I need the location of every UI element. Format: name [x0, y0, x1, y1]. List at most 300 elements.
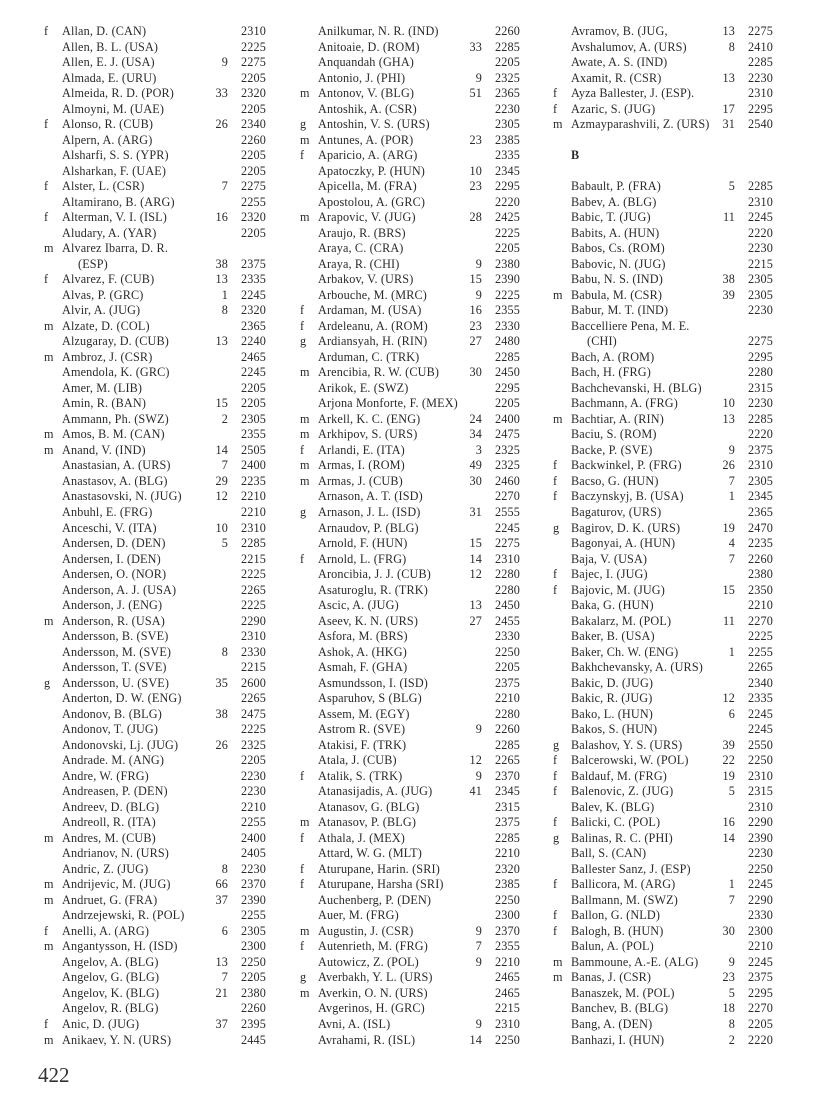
index-entry: [553, 365, 779, 381]
title-flag: f: [300, 939, 305, 954]
index-entry: [553, 1017, 779, 1033]
index-entry: [300, 458, 526, 474]
player-name: Antonio, J. (PHI): [318, 70, 406, 85]
index-entry: [553, 753, 779, 769]
rating-value: 2205: [241, 148, 266, 163]
index-entry: [300, 505, 526, 521]
index-entry: [44, 567, 272, 583]
player-name: Anceschi, V. (ITA): [62, 520, 157, 535]
index-entry: [553, 1001, 779, 1017]
rating-value: 2270: [748, 613, 773, 628]
player-name: Balinas, R. C. (PHI): [571, 830, 673, 845]
player-name: Arikok, E. (SWZ): [318, 380, 409, 395]
rating-value: 2355: [495, 303, 520, 318]
player-name: Anastasov, A. (BLG): [62, 473, 168, 488]
title-flag: f: [44, 272, 49, 287]
player-name: Azaric, S. (JUG): [571, 101, 656, 116]
index-entry: [553, 319, 779, 335]
games-count: 41: [469, 784, 482, 799]
index-entry: [300, 381, 526, 397]
rating-value: 2400: [241, 458, 266, 473]
player-name: Augustin, J. (CSR): [318, 923, 414, 938]
title-flag: m: [44, 241, 54, 256]
rating-value: 2320: [495, 861, 520, 876]
rating-value: 2330: [495, 629, 520, 644]
rating-value: 2220: [748, 225, 773, 240]
player-name: Antoshin, V. S. (URS): [318, 117, 430, 132]
player-name: Andersson, T. (SVE): [62, 660, 167, 675]
player-name: Aludary, A. (YAR): [62, 225, 157, 240]
rating-value: 2210: [241, 799, 266, 814]
rating-value: 2260: [495, 722, 520, 737]
index-entry: [44, 148, 272, 164]
player-name: Alonso, R. (CUB): [62, 117, 154, 132]
games-count: 15: [469, 272, 482, 287]
player-name: Arencibia, R. W. (CUB): [318, 365, 440, 380]
player-name: Andrade. M. (ANG): [62, 753, 165, 768]
player-name: Asaturoglu, R. (TRK): [318, 582, 428, 597]
rating-value: 2295: [495, 380, 520, 395]
index-entry: [553, 908, 779, 924]
index-entry: [44, 846, 272, 862]
games-count: 49: [469, 458, 482, 473]
index-entry: [44, 893, 272, 909]
index-entry: [553, 939, 779, 955]
games-count: 38: [215, 706, 228, 721]
rating-value: 2305: [495, 117, 520, 132]
rating-value: 2230: [748, 303, 773, 318]
player-name: Anderton, D. W. (ENG): [62, 691, 182, 706]
index-entry: [300, 443, 526, 459]
index-entry: [300, 148, 526, 164]
index-entry: [44, 257, 272, 273]
player-name: Balashov, Y. S. (URS): [571, 737, 683, 752]
player-name: Andonovski, Lj. (JUG): [62, 737, 179, 752]
index-entry: [44, 970, 272, 986]
player-name: Bagirov, D. K. (URS): [571, 520, 681, 535]
index-entry: [300, 722, 526, 738]
player-name: Atanasov, P. (BLG): [318, 815, 417, 830]
games-count: 1: [728, 489, 735, 504]
rating-value: 2325: [241, 737, 266, 752]
rating-value: 2465: [241, 349, 266, 364]
index-entry: [300, 784, 526, 800]
index-entry: [44, 831, 272, 847]
index-entry: [553, 924, 779, 940]
player-name: Anderson, J. (ENG): [62, 598, 163, 613]
games-count: 23: [469, 179, 482, 194]
rating-value: 2325: [495, 70, 520, 85]
index-column-2: [300, 24, 526, 1048]
index-entry: [44, 583, 272, 599]
title-flag: f: [300, 768, 305, 783]
player-name: Ardeleanu, A. (ROM): [318, 318, 428, 333]
games-count: 35: [215, 675, 228, 690]
title-flag: f: [553, 473, 558, 488]
rating-value: 2260: [495, 24, 520, 38]
player-name: Avshalumov, A. (URS): [571, 39, 687, 54]
games-count: 11: [722, 613, 735, 628]
index-entry: [44, 272, 272, 288]
index-entry: [300, 970, 526, 986]
rating-value: 2245: [241, 287, 266, 302]
player-name: Babu, N. S. (IND): [571, 272, 663, 287]
rating-value: 2300: [241, 939, 266, 954]
games-count: 9: [475, 768, 482, 783]
games-count: 18: [722, 1001, 735, 1016]
player-name: Babovic, N. (JUG): [571, 256, 666, 271]
player-name: Balun, A. (POL): [571, 939, 654, 954]
games-count: 24: [469, 411, 482, 426]
title-flag: m: [300, 86, 310, 101]
games-count: 8: [221, 861, 228, 876]
rating-value: 2280: [495, 582, 520, 597]
rating-value: 2270: [748, 1001, 773, 1016]
rating-value: 2325: [495, 442, 520, 457]
title-flag: m: [553, 411, 563, 426]
games-count: 15: [215, 396, 228, 411]
title-flag: g: [300, 334, 307, 349]
rating-value: 2305: [241, 411, 266, 426]
rating-value: 2205: [748, 1017, 773, 1031]
player-name: Araya, R. (CHI): [318, 256, 400, 271]
title-flag: f: [300, 861, 305, 876]
index-entry: [44, 877, 272, 893]
rating-value: 2310: [241, 520, 266, 535]
player-name: Atalik, S. (TRK): [318, 768, 403, 783]
title-flag: m: [300, 473, 310, 488]
rating-value: 2400: [495, 411, 520, 426]
player-name: Allen, E. J. (USA): [62, 55, 155, 70]
player-name: Babev, A. (BLG): [571, 194, 657, 209]
index-entry: [553, 505, 779, 521]
index-entry: [44, 133, 272, 149]
rating-value: 2230: [748, 70, 773, 85]
games-count: 5: [221, 536, 228, 551]
title-flag: m: [44, 877, 54, 892]
games-count: 27: [469, 613, 482, 628]
index-entry: [553, 521, 779, 537]
index-entry: [300, 179, 526, 195]
rating-value: 2265: [241, 691, 266, 706]
rating-value: 2205: [495, 660, 520, 675]
player-name: Anic, D. (JUG): [62, 1017, 140, 1031]
games-count: 4: [728, 536, 735, 551]
index-entry: [44, 815, 272, 831]
player-name: Arlandi, E. (ITA): [318, 442, 405, 457]
index-entry: [553, 660, 779, 676]
index-entry: [44, 210, 272, 226]
rating-value: 2310: [748, 799, 773, 814]
player-name: Alzate, D. (COL): [62, 318, 150, 333]
rating-value: 2290: [748, 892, 773, 907]
index-entry: [44, 769, 272, 785]
games-count: 38: [215, 256, 228, 271]
index-entry: [553, 412, 779, 428]
player-name: Aseev, K. N. (URS): [318, 613, 419, 628]
index-entry: [553, 893, 779, 909]
rating-value: 2225: [495, 225, 520, 240]
index-entry: [300, 893, 526, 909]
rating-value: 2280: [495, 706, 520, 721]
rating-value: 2275: [748, 24, 773, 38]
rating-value: 2285: [495, 349, 520, 364]
games-count: 11: [722, 210, 735, 225]
rating-value: 2340: [748, 675, 773, 690]
title-flag: f: [300, 318, 305, 333]
index-entry: [300, 303, 526, 319]
player-name: Ballester Sanz, J. (ESP): [571, 861, 691, 876]
title-flag: f: [44, 24, 49, 38]
index-entry: [300, 117, 526, 133]
player-name: Anbuhl, E. (FRG): [62, 504, 153, 519]
rating-value: 2285: [495, 830, 520, 845]
index-entry: [300, 412, 526, 428]
index-entry: [300, 288, 526, 304]
title-flag: g: [44, 675, 51, 690]
games-count: 31: [469, 504, 482, 519]
games-count: 8: [728, 39, 735, 54]
title-flag: f: [553, 582, 558, 597]
title-flag: f: [553, 489, 558, 504]
games-count: 12: [469, 567, 482, 582]
games-count: 26: [722, 458, 735, 473]
rating-value: 2330: [241, 644, 266, 659]
player-name: Bajovic, M. (JUG): [571, 582, 665, 597]
rating-value: 2295: [748, 985, 773, 1000]
index-entry: [300, 660, 526, 676]
games-count: 7: [728, 473, 735, 488]
player-name: Arapovic, V. (JUG): [318, 210, 416, 225]
index-entry: [44, 645, 272, 661]
player-name: Arbakov, V. (URS): [318, 272, 414, 287]
title-flag: g: [300, 504, 307, 519]
title-flag: m: [44, 939, 54, 954]
index-entry: [553, 691, 779, 707]
index-entry: [44, 241, 272, 257]
index-entry: [553, 179, 779, 195]
index-entry: [44, 164, 272, 180]
rating-value: 2305: [748, 473, 773, 488]
index-entry: [300, 350, 526, 366]
title-flag: f: [553, 784, 558, 799]
player-name: Bachmann, A. (FRG): [571, 396, 678, 411]
player-name: Allan, D. (CAN): [62, 24, 147, 38]
games-count: 9: [728, 954, 735, 969]
rating-value: 2275: [241, 179, 266, 194]
player-name: Angelov, A. (BLG): [62, 954, 159, 969]
games-count: 10: [215, 520, 228, 535]
player-name: Bako, L. (HUN): [571, 706, 653, 721]
rating-value: 2330: [495, 318, 520, 333]
title-flag: f: [553, 923, 558, 938]
games-count: 2: [221, 411, 228, 426]
player-name: Apatoczky, P. (HUN): [318, 163, 425, 178]
index-entry: [300, 800, 526, 816]
rating-value: 2220: [748, 1032, 773, 1047]
player-name: Ballon, G. (NLD): [571, 908, 661, 923]
player-name: Baker, B. (USA): [571, 629, 655, 644]
rating-value: 2295: [748, 349, 773, 364]
player-name: Andreev, D. (BLG): [62, 799, 160, 814]
player-name: Arduman, C. (TRK): [318, 349, 420, 364]
index-entry: [44, 521, 272, 537]
index-entry: [300, 86, 526, 102]
title-flag: f: [44, 210, 49, 225]
player-name: Baldauf, M. (FRG): [571, 768, 667, 783]
games-count: 34: [469, 427, 482, 442]
rating-value: 2315: [495, 799, 520, 814]
player-name: Auer, M. (FRG): [318, 908, 399, 923]
rating-value: 2215: [241, 660, 266, 675]
index-entry: [300, 102, 526, 118]
player-name: Antonov, V. (BLG): [318, 86, 415, 101]
player-name: Azmayparashvili, Z. (URS): [571, 117, 710, 132]
rating-value: 2285: [748, 55, 773, 70]
player-name: Armas, I. (ROM): [318, 458, 405, 473]
games-count: 9: [475, 256, 482, 271]
rating-value: 2480: [495, 334, 520, 349]
rating-value: 2225: [748, 629, 773, 644]
games-count: 12: [469, 753, 482, 768]
index-entry: [300, 862, 526, 878]
rating-value: 2230: [241, 861, 266, 876]
player-name: Araujo, R. (BRS): [318, 225, 406, 240]
index-entry: [44, 552, 272, 568]
index-entry: [553, 583, 779, 599]
games-count: 5: [728, 179, 735, 194]
index-entry: [300, 955, 526, 971]
games-count: 7: [221, 179, 228, 194]
player-name: Asparuhov, S (BLG): [318, 691, 422, 706]
index-entry: [44, 676, 272, 692]
player-name: Anastasovski, N. (JUG): [62, 489, 182, 504]
index-entry: [300, 71, 526, 87]
rating-value: 2400: [241, 830, 266, 845]
player-name: Banas, J. (CSR): [571, 970, 652, 985]
games-count: 13: [215, 272, 228, 287]
player-name: Baciu, S. (ROM): [571, 427, 657, 442]
rating-value: 2350: [748, 582, 773, 597]
index-entry: [553, 986, 779, 1002]
title-flag: m: [300, 458, 310, 473]
index-entry: [44, 784, 272, 800]
player-name: Andonov, T. (JUG): [62, 722, 159, 737]
rating-value: 2265: [241, 582, 266, 597]
rating-value: 2275: [241, 55, 266, 70]
rating-value: 2230: [495, 101, 520, 116]
games-count: 7: [728, 892, 735, 907]
games-count: 22: [722, 753, 735, 768]
player-name: Andersen, O. (NOR): [62, 567, 167, 582]
rating-value: 2330: [748, 908, 773, 923]
index-entry: [44, 117, 272, 133]
blank-line: [553, 133, 779, 149]
player-name: Almada, E. (URU): [62, 70, 157, 85]
games-count: 37: [215, 892, 228, 907]
player-name: Allen, B. L. (USA): [62, 39, 159, 54]
rating-value: 2375: [748, 970, 773, 985]
index-entry: [553, 598, 779, 614]
player-name: Alvarez Ibarra, D. R.: [62, 241, 169, 256]
title-flag: m: [300, 411, 310, 426]
title-flag: f: [553, 458, 558, 473]
player-name: Atanasov, G. (BLG): [318, 799, 420, 814]
rating-value: 2375: [241, 256, 266, 271]
rating-value: 2230: [241, 784, 266, 799]
player-name: Alster, L. (CSR): [62, 179, 145, 194]
rating-value: 2320: [241, 86, 266, 101]
index-entry: [300, 319, 526, 335]
index-entry: [44, 195, 272, 211]
rating-value: 2385: [495, 132, 520, 147]
index-entry: [553, 334, 779, 350]
player-name: Balcerowski, W. (POL): [571, 753, 689, 768]
index-entry: [553, 195, 779, 211]
rating-value: 2205: [241, 163, 266, 178]
rating-value: 2230: [748, 241, 773, 256]
rating-value: 2280: [495, 567, 520, 582]
rating-value: 2385: [495, 877, 520, 892]
games-count: 16: [215, 210, 228, 225]
index-entry: [553, 474, 779, 490]
title-flag: m: [553, 954, 563, 969]
index-entry: [300, 738, 526, 754]
index-entry: [553, 241, 779, 257]
rating-value: 2225: [241, 598, 266, 613]
index-entry: [300, 567, 526, 583]
games-count: 9: [221, 55, 228, 70]
rating-value: 2205: [241, 101, 266, 116]
player-name: Ammann, Ph. (SWZ): [62, 411, 169, 426]
games-count: 29: [215, 473, 228, 488]
player-name: Baczynskyj, B. (USA): [571, 489, 684, 504]
games-count: 13: [469, 598, 482, 613]
title-flag: g: [300, 117, 307, 132]
rating-value: 2230: [241, 768, 266, 783]
player-name: Bagaturov, (URS): [571, 504, 662, 519]
player-name: Andric, Z. (JUG): [62, 861, 149, 876]
player-name: Anastasian, A. (URS): [62, 458, 171, 473]
index-entry: [553, 629, 779, 645]
index-entry: [300, 1001, 526, 1017]
player-name: Alzugaray, D. (CUB): [62, 334, 169, 349]
player-name: Atanasijadis, A. (JUG): [318, 784, 433, 799]
title-flag: m: [300, 132, 310, 147]
index-entry: [300, 1017, 526, 1033]
index-entry: [553, 350, 779, 366]
player-name: Babic, T. (JUG): [571, 210, 651, 225]
index-entry: [44, 753, 272, 769]
rating-value: 2310: [495, 551, 520, 566]
index-entry: [44, 102, 272, 118]
player-name: Amer, M. (LIB): [62, 380, 143, 395]
rating-value: 2540: [748, 117, 773, 132]
title-flag: g: [553, 830, 560, 845]
rating-value: 2325: [495, 458, 520, 473]
player-name: Andersen, D. (DEN): [62, 536, 166, 551]
player-name: Araya, C. (CRA): [318, 241, 404, 256]
rating-value: 2465: [495, 970, 520, 985]
index-entry: [553, 381, 779, 397]
player-name: Alvir, A. (JUG): [62, 303, 141, 318]
player-name: Arkell, K. C. (ENG): [318, 411, 421, 426]
index-entry: [44, 412, 272, 428]
rating-value: 2300: [495, 908, 520, 923]
games-count: 39: [722, 737, 735, 752]
player-name: Amos, B. M. (CAN): [62, 427, 165, 442]
index-entry: [553, 536, 779, 552]
